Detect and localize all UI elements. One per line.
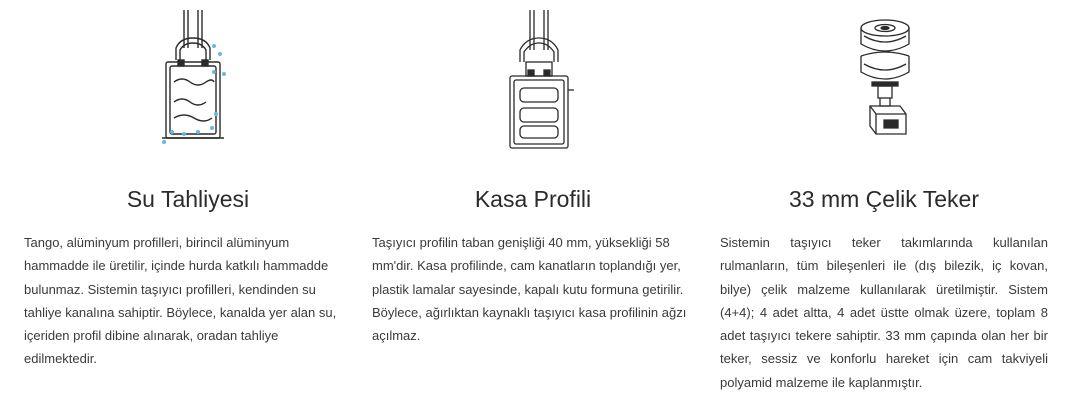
feature-title: Kasa Profili (474, 186, 592, 212)
feature-description: Sistemin taşıyıcı teker takımlarında kullanılan rulmanların, tüm bileşenleri ile (dış bilezik, iç kovan, bilye) çelik malzeme kullanılarak üretilmiştir. Sistem (4+4); 4 adet altta, 4 adet üstte olmak üzere, toplam 8 adet taşıyıcı tekere sahiptir. 33 mm çapında olan her bir teker, sessiz ve konforlu hareket için cam takviyeli polyamid malzeme ile kaplanmıştır. (720, 235, 1048, 390)
frame-profile-icon (500, 10, 580, 160)
steel-wheel-icon (850, 10, 920, 160)
feature-title: Su Tahliyesi (126, 186, 250, 212)
feature-description: Tango, alüminyum profilleri, birincil alüminyum hammadde ile üretilir, içinde hurda katkılı hammadde bulunmaz. Sistemin taşıyıcı profilleri, kendinden su tahliye kanalına sahiptir. Böylece, kanalda yer alan su, içeriden profil dibine alınarak, oradan tahliye edilmektedir. (24, 235, 337, 367)
feature-title: 33 mm Çelik Teker (788, 186, 980, 212)
feature-description: Taşıyıcı profilin taban genişliği 40 mm, yüksekliği 58 mm'dir. Kasa profilinde, cam kanatların toplandığı yer, plastik lamalar sayesinde, kapalı kutu formuna getirilir. Böylece, ağırlıktan kaynaklı taşıyıcı kasa profilinin ağzı açılmaz. (372, 235, 687, 344)
water-drainage-profile-icon (154, 10, 234, 160)
